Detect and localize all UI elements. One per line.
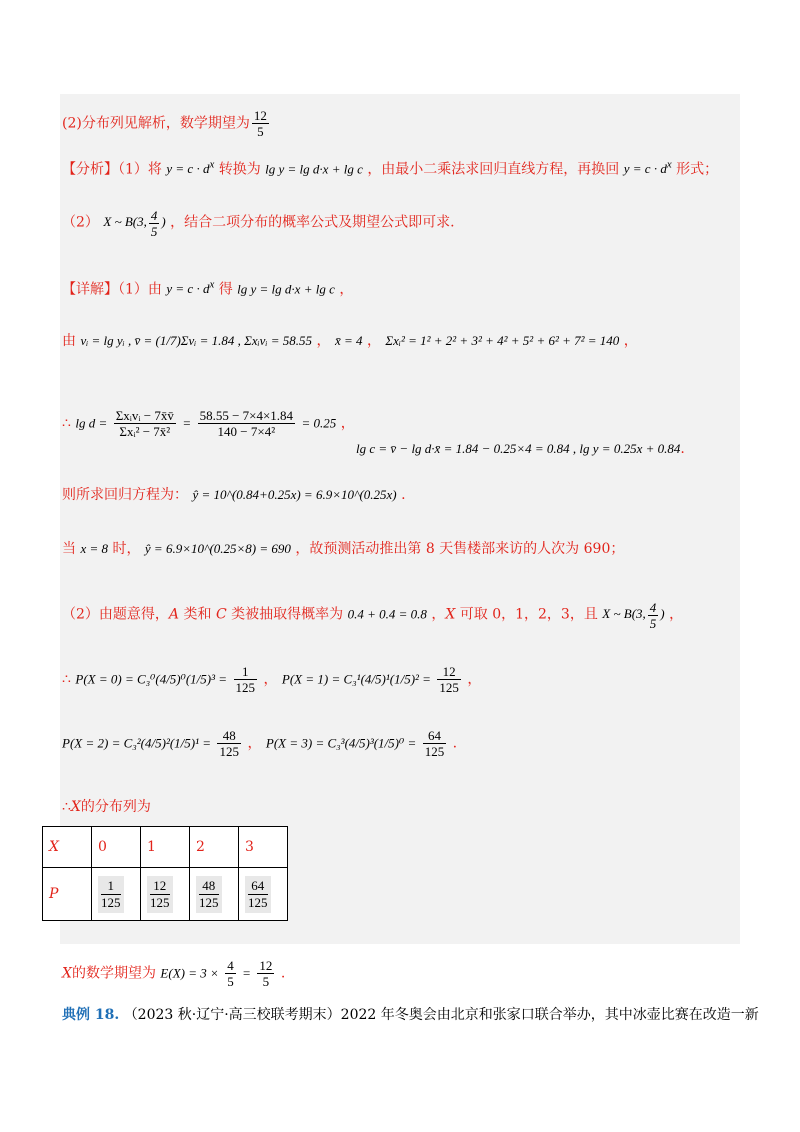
intercept-calculation-line: lg c = v̄ − lg d·x̄ = 1.84 − 0.25×4 = 0.84 , lg y = 0.25x + 0.84. bbox=[356, 441, 685, 457]
table-cell: 0 bbox=[92, 827, 141, 868]
expectation-line: X的数学期望为 E(X) = 3 × $\frac{4}{5}$ = $\frac{12}{5}$ . bbox=[62, 958, 286, 989]
answer-summary-line: (2)分布列见解析，数学期望为 $\frac{12}{5}$ bbox=[62, 108, 267, 139]
probability-line-1: ∴ P(X = 0) = C₃⁰(4/5)⁰(1/5)³ = $\frac{1}{125}$ ， P(X = 1) = C₃¹(4/5)¹(1/5)² = $\frac{12}{125}$ ， bbox=[62, 664, 482, 695]
table-cell: $\frac{12}{125}$ bbox=[141, 868, 190, 921]
given-values-line: 由 vᵢ = lg yᵢ , v̄ = (1/7)Σvᵢ = 1.84 , Σxᵢvᵢ = 58.55 ， x̄ = 4 ， Σxᵢ² = 1² + 2² + 3² + 4² + 5² + 6² + 7² = 140 ， bbox=[62, 333, 638, 349]
distribution-heading: ∴X的分布列为 bbox=[62, 799, 151, 815]
table-cell: X bbox=[43, 827, 92, 868]
table-row bbox=[43, 868, 288, 921]
example-text: （2023 秋·辽宁·高三校联考期末）2022 年冬奥会由北京和张家口联合举办，其中冰壶比赛在改造一新 bbox=[123, 1007, 759, 1023]
regression-equation-line: 则所求回归方程为： ŷ = 10^(0.84+0.25x) = 6.9×10^(0.25x) . bbox=[62, 487, 406, 503]
expectation-fraction: $\frac{12}{5}$ bbox=[253, 108, 267, 139]
example-label: 典例 18. bbox=[62, 1007, 120, 1023]
table-cell: P bbox=[43, 868, 92, 921]
table-row bbox=[43, 827, 288, 868]
probability-line-2: P(X = 2) = C₃²(4/5)²(1/5)¹ = $\frac{48}{125}$ ， P(X = 3) = C₃³(4/5)³(1/5)⁰ = $\frac{64}{125}$ . bbox=[62, 728, 458, 759]
table-cell: 1 bbox=[141, 827, 190, 868]
table-cell: 2 bbox=[190, 827, 239, 868]
table-cell: 3 bbox=[239, 827, 288, 868]
detail-line: 【详解】（1）由 $y = c \cdot d^x$ 得 lg y = lg d·x + lg c ， bbox=[62, 279, 354, 298]
slope-calculation-line: ∴ lg d = $\frac{\text{Σxᵢvᵢ − 7x̄v̄}}{\text{Σxᵢ² − 7x̄²}}$ = $\frac{58.55 - 7\times 4\times 1.84}{\text{140 − 7×4²}}$ = 0.25 ， bbox=[62, 408, 355, 439]
binomial-setup-line: （2）由题意得，A 类和 C 类被抽取得概率为 0.4 + 0.4 = 0.8 ，X 可取 0，1，2，3，且 X ~ B(3, $\frac{4}{5}$ ) ， bbox=[62, 600, 684, 631]
table-cell: $\frac{48}{125}$ bbox=[190, 868, 239, 921]
prediction-line: 当 x = 8 时， ŷ = 6.9×10^(0.25×8) = 690 ，故预测活动推出第 8 天售楼部来访的人次为 690； bbox=[62, 541, 625, 557]
next-example-line bbox=[62, 1006, 759, 1024]
analysis-part2-line: （2） X ~ B(3, $\frac{4}{5}$ ) ，结合二项分布的概率公式及期望公式即可求. bbox=[62, 208, 455, 239]
analysis-line: 【分析】（1）将 $y = c \cdot d^x$ 转换为 lg y = lg d·x + lg c ，由最小二乘法求回归直线方程，再换回 $y = c \cdot d^x$ 形式； bbox=[62, 159, 719, 178]
distribution-table bbox=[42, 826, 288, 921]
table-cell: $\frac{64}{125}$ bbox=[239, 868, 288, 921]
table-cell: $\frac{1}{125}$ bbox=[92, 868, 141, 921]
